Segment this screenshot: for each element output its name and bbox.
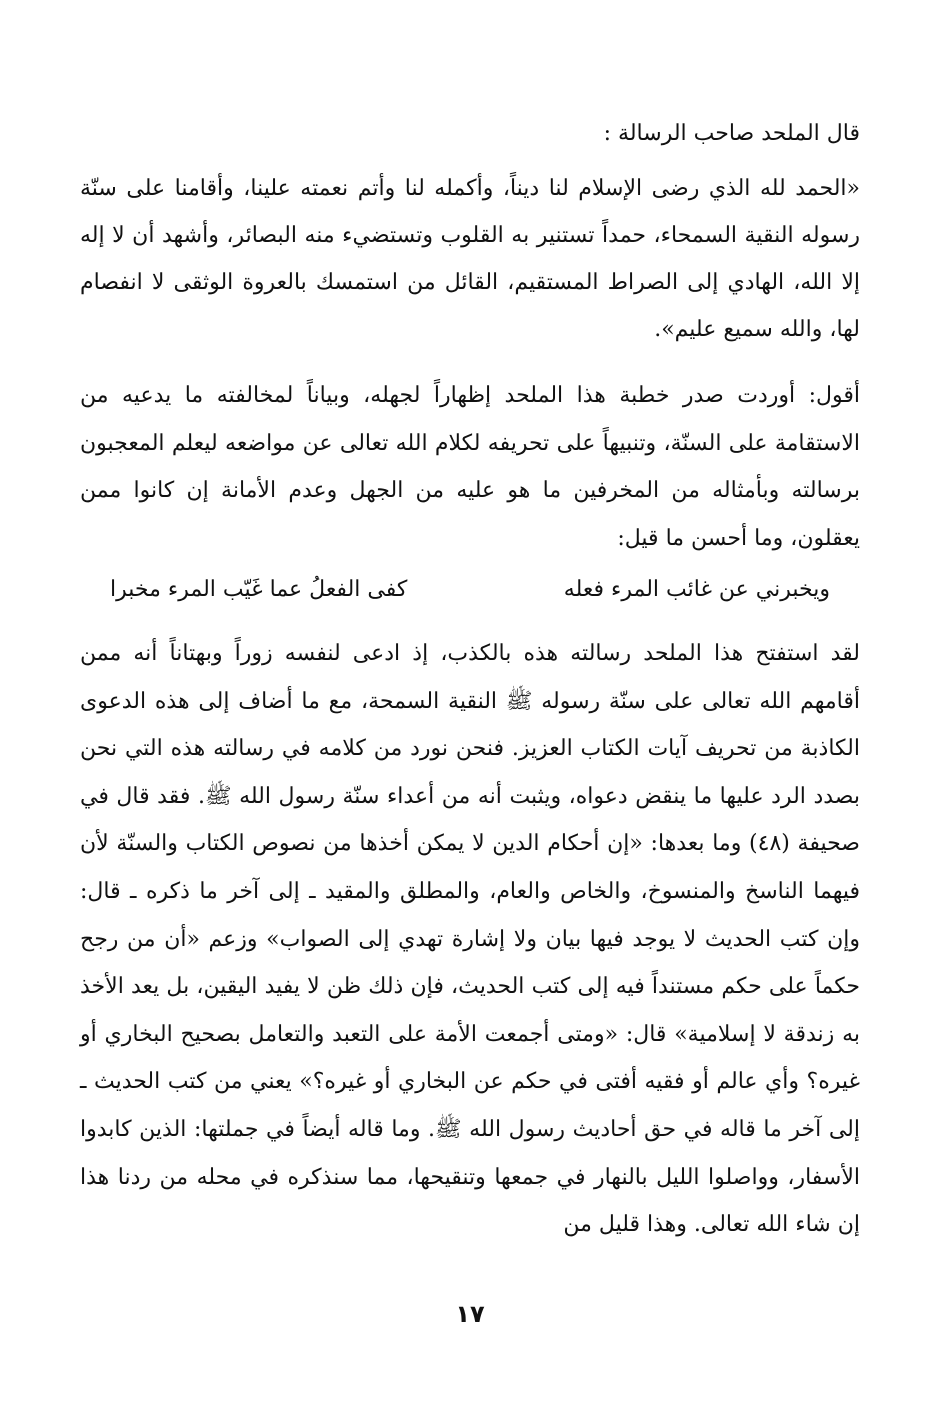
commentary-paragraph: أقول: أوردت صدر خطبة هذا الملحد إظهاراً لجهله، وبياناً لمخالفته ما يدعيه من الاستقامة على السنّة، وتنبيهاً على تحريفه لكلام الله تعالى عن مواضعه ليعلم المعجبون برسالته وبأمثاله من المخرفين ما هو عليه من الجهل وعدم الأمانة إن كانوا ممن يعقلون، وما أحسن ما قيل: [80,383,860,551]
poetry-verse [110,566,830,614]
verse-second-hemistich: كفى الفعلُ عما غَيّب المرء مخبرا [110,577,408,602]
page-number: ١٧ [455,1300,485,1328]
section-heading: قال الملحد صاحب الرسالة : [603,121,860,146]
quoted-sermon: «الحمد لله الذي رضى الإسلام لنا ديناً، وأكمله لنا وأتم نعمته علينا، وأقامنا على سنّة رسوله النقية السمحاء، حمداً تستنير به القلوب وتستضيء منه البصائر، وأشهد أن لا إله إلا الله، الهادي إلى الصراط المستقيم، القائل من استمسك بالعروة الوثقى لا انفصام لها، والله سميع عليم». [80,176,860,342]
body-paragraph: لقد استفتح هذا الملحد رسالته هذه بالكذب، إذ ادعى لنفسه زوراً وبهتاناً أنه ممن أقامهم الله تعالى على سنّة رسوله ﷺ النقية السمحة، مع ما أضاف إلى هذه الدعوى الكاذبة من تحريف آيات الكتاب العزيز. فنحن نورد من كلامه في رسالته هذه التي نحن بصدد الرد عليها ما ينقض دعواه، ويثبت أنه من أعداء سنّة رسول الله ﷺ. فقد قال في صحيفة (٤٨) وما بعدها: «إن أحكام الدين لا يمكن أخذها من نصوص الكتاب والسنّة لأن فيهما الناسخ والمنسوخ، والخاص والعام، والمطلق والمقيد ـ إلى آخر ما ذكره ـ قال: وإن كتب الحديث لا يوجد فيها بيان ولا إشارة تهدي إلى الصواب» وزعم «أن من رجح حكماً على حكم مستنداً فيه إلى كتب الحديث، فإن ذلك ظن لا يفيد اليقين، بل يعد الأخذ به زندقة لا إسلامية» قال: «ومتى أجمعت الأمة على التعبد والتعامل بصحيح البخاري أو غيره؟ وأي عالم أو فقيه أفتى في حكم عن البخاري أو غيره؟» يعني من كتب الحديث ـ إلى آخر ما قاله في حق أحاديث رسول الله ﷺ. وما قاله أيضاً في جملتها: الذين كابدوا الأسفار، وواصلوا الليل بالنهار في جمعها وتنقيحها، مما سنذكره في محله من ردنا هذا إن شاء الله تعالى. وهذا قليل من [80,641,860,1238]
verse-first-hemistich: ويخبرني عن غائب المرء فعله [563,577,830,602]
